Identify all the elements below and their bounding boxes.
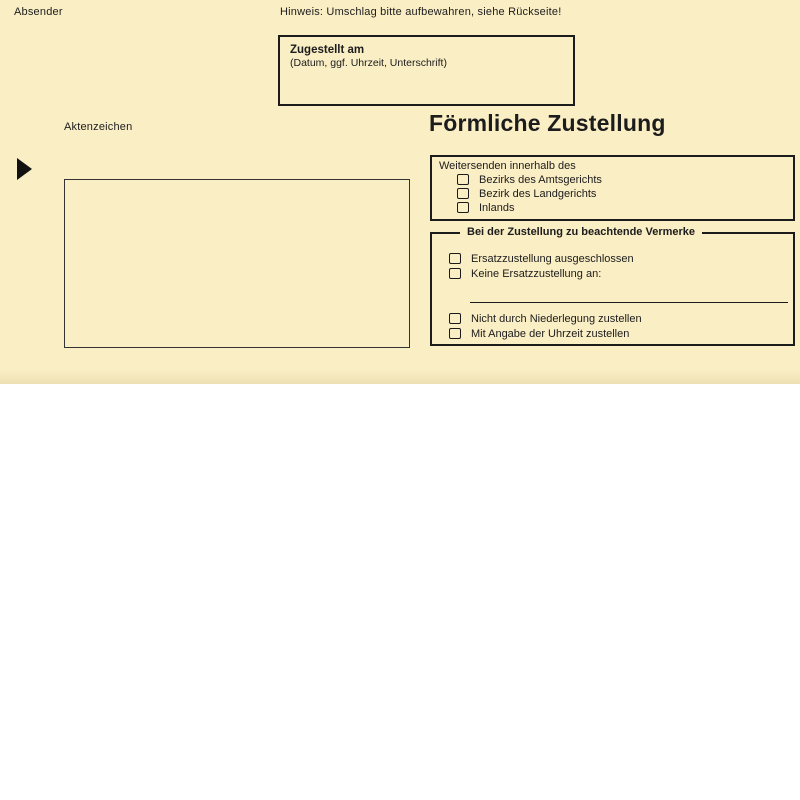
checkbox-inland[interactable] — [457, 202, 469, 213]
checkbox-keine-ersatzzustellung[interactable] — [449, 268, 461, 279]
option-uhrzeit-zustellen — [449, 327, 629, 340]
vermerke-title: Bei der Zustellung zu beachtende Vermerke — [460, 226, 702, 238]
checkbox-bezirk-amtsgericht[interactable] — [457, 174, 469, 185]
checkbox-label: Mit Angabe der Uhrzeit zustellen — [471, 327, 630, 340]
page-title: Förmliche Zustellung — [429, 110, 666, 136]
hinweis-note: Hinweis: Umschlag bitte aufbewahren, siehe Rückseite! — [280, 6, 562, 18]
option-keine-ersatzzustellung — [449, 267, 601, 280]
absender-label: Absender — [14, 6, 63, 18]
checkbox-label: Inlands — [479, 201, 515, 214]
weitersenden-title: Weitersenden innerhalb des — [439, 160, 576, 172]
zugestellt-am-box — [278, 35, 575, 106]
zugestellt-title: Zugestellt am — [290, 44, 365, 56]
vermerke-box — [430, 226, 795, 346]
checkbox-uhrzeit-zustellen[interactable] — [449, 328, 461, 339]
checkbox-label: Nicht durch Niederlegung zustellen — [471, 312, 642, 325]
delivery-envelope — [0, 0, 800, 384]
address-window — [64, 179, 410, 348]
blank-write-line — [470, 302, 788, 303]
weitersenden-box — [430, 155, 795, 221]
arrow-marker-icon — [17, 158, 32, 180]
option-bezirk-amtsgericht — [457, 173, 602, 186]
checkbox-label: Keine Ersatzzustellung an: — [471, 267, 602, 280]
checkbox-label: Ersatzzustellung ausgeschlossen — [471, 252, 634, 265]
option-inland — [457, 201, 514, 214]
aktenzeichen-label: Aktenzeichen — [64, 121, 133, 133]
option-nicht-niederlegung — [449, 312, 642, 325]
checkbox-ersatzzustellung-ausgeschlossen[interactable] — [449, 253, 461, 264]
zugestellt-subtitle: (Datum, ggf. Uhrzeit, Unterschrift) — [290, 57, 447, 69]
checkbox-label: Bezirk des Landgerichts — [479, 187, 597, 200]
option-bezirk-landgericht — [457, 187, 596, 200]
checkbox-bezirk-landgericht[interactable] — [457, 188, 469, 199]
checkbox-label: Bezirks des Amtsgerichts — [479, 173, 602, 186]
option-ersatzzustellung-ausgeschlossen — [449, 252, 634, 265]
checkbox-nicht-niederlegung[interactable] — [449, 313, 461, 324]
